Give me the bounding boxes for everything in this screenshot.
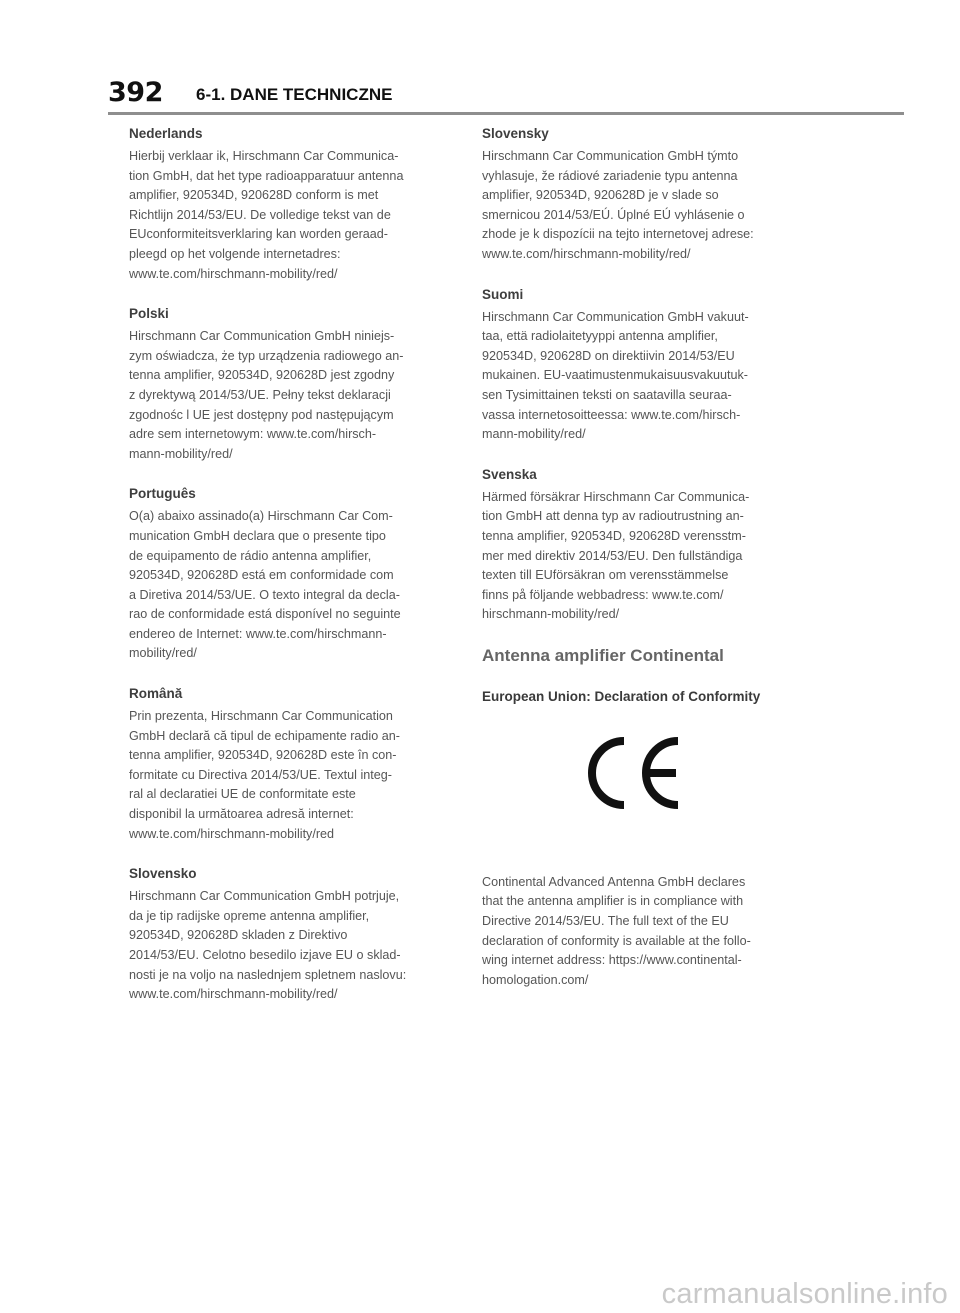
body-text-line: Prin prezenta, Hirschmann Car Communication: [129, 709, 393, 724]
body-text-line: formitate cu Directiva 2014/53/UE. Textul integ-: [129, 767, 392, 782]
body-text-line: tion GmbH, dat het type radioapparatuur antenna: [129, 168, 404, 183]
body-text-line: a Diretiva 2014/53/UE. O texto integral da decla-: [129, 587, 400, 602]
body-text-line: 2014/53/EU. Celotno besedilo izjave EU o sklad-: [129, 948, 401, 962]
body-text-line: Hirschmann Car Communication GmbH niniejs-: [129, 329, 395, 344]
language-section: [129, 304, 459, 464]
section-title: Svenska: [482, 466, 537, 482]
body-text-line: z dyrektywą 2014/53/UE. Pełny tekst deklaracji: [129, 387, 391, 402]
body-text-line: 920534D, 920628D skladen z Direktivo: [129, 928, 348, 943]
body-text-line: Richtlijn 2014/53/EU. De volledige tekst van de: [129, 207, 391, 222]
section-title: Nederlands: [129, 126, 203, 141]
body-text-line: amplifier, 920534D, 920628D je v slade so: [482, 188, 719, 203]
body-text-line: sen Tysimittainen teksti on saatavilla seuraa-: [482, 387, 732, 402]
continental-title: Antenna amplifier Continental: [482, 645, 724, 665]
section-title: Română: [129, 686, 183, 702]
right-column: [482, 124, 802, 990]
body-text-line: mer med direktiv 2014/53/EU. Den fullständiga: [482, 548, 743, 563]
body-text-line: O(a) abaixo assinado(a) Hirschmann Car Com-: [129, 509, 393, 524]
language-section: [129, 864, 459, 1005]
chapter-title: 6-1. DANE TECHNICZNE: [196, 85, 393, 104]
body-text-line: 920534D, 920628D está em conformidade com: [129, 568, 394, 583]
body-text-line: www.te.com/hirschmann-mobility/red: [129, 826, 335, 841]
body-text-line: Continental Advanced Antenna GmbH declares: [482, 874, 746, 889]
body-text-line: munication GmbH declara que o presente tipo: [129, 528, 386, 543]
body-text-line: Hirschmann Car Communication GmbH potrjuje,: [129, 889, 400, 904]
page-header: [108, 78, 904, 112]
language-section: [129, 484, 459, 664]
body-text-line: zhode je k dispozícii na tejto internetovej adrese:: [482, 227, 754, 242]
section-title: Slovensky: [482, 126, 549, 141]
language-section: [482, 124, 802, 265]
declaration-subtitle: European Union: Declaration of Conformity: [482, 688, 761, 704]
header-rule: [108, 112, 904, 115]
body-text-line: da je tip radijske opreme antenna amplifier,: [129, 908, 370, 923]
section-title: Slovensko: [129, 866, 197, 882]
body-text-line: GmbH declară că tipul de echipamente radio an-: [129, 728, 400, 743]
body-text-line: tenna amplifier, 920534D, 920628D este în con-: [129, 748, 397, 763]
language-section: [129, 684, 459, 844]
body-text-line: nosti je na voljo na naslednjem spletnem naslovu:: [129, 967, 407, 982]
body-text-line: endereo de Internet: www.te.com/hirschmann-: [129, 626, 387, 641]
body-text-line: de equipamento de rádio antenna amplifier,: [129, 548, 372, 563]
body-text-line: Härmed försäkrar Hirschmann Car Communica-: [482, 489, 750, 504]
language-section: [129, 124, 459, 284]
body-text-line: zgodnośc l UE jest dostępny pod następującym: [129, 407, 394, 422]
body-text-line: that the antenna amplifier is in compliance with: [482, 894, 744, 909]
body-text-line: wing internet address: https://www.continental-: [482, 953, 742, 968]
body-text-line: Hirschmann Car Communication GmbH vakuut-: [482, 309, 749, 324]
body-text-line: disponibil la următoarea adresă internet:: [129, 807, 354, 822]
continental-text: [482, 873, 802, 991]
body-text-line: amplifier, 920534D, 920628D conform is met: [129, 188, 379, 203]
body-text-line: EUconformiteitsverklaring kan worden geraad-: [129, 227, 388, 242]
language-section: [482, 285, 802, 445]
left-column: [129, 124, 459, 1025]
body-text-line: tion GmbH att denna typ av radioutrustning an-: [482, 509, 744, 524]
body-text-line: tenna amplifier, 920534D, 920628D verensstm-: [482, 528, 746, 543]
body-text-line: vyhlasuje, že rádiové zariadenie typu antenna: [482, 168, 738, 183]
body-text-line: rao de conformidade está disponível no seguinte: [129, 607, 401, 622]
body-text-line: hirschmann-mobility/red/: [482, 607, 620, 622]
body-text-line: pleegd op het volgende internetadres:: [129, 246, 341, 261]
body-text-line: tenna amplifier, 920534D, 920628D jest zgodny: [129, 368, 395, 383]
body-text-line: taa, että radiolaitetyyppi antenna amplifier,: [482, 329, 718, 344]
watermark: carmanualsonline.info: [661, 1278, 948, 1310]
page-number: 392: [108, 77, 163, 108]
body-text-line: 920534D, 920628D on direktiivin 2014/53/EU: [482, 348, 735, 363]
body-text-line: homologation.com/: [482, 972, 589, 987]
body-text-line: vassa internetosoitteessa: www.te.com/hirsch-: [482, 407, 741, 422]
body-text-line: mukainen. EU-vaatimustenmukaisuusvakuutuk-: [482, 368, 748, 383]
section-title: Polski: [129, 306, 169, 322]
body-text-line: mann-mobility/red/: [482, 427, 586, 442]
body-text-line: Directive 2014/53/EU. The full text of the EU: [482, 914, 729, 929]
body-text-line: texten till EUförsäkran om verensstämmelse: [482, 568, 729, 583]
body-text-line: smernicou 2014/53/EÚ. Úplné EÚ vyhlásenie o: [482, 207, 745, 222]
right-sections: [482, 124, 802, 625]
body-text-line: ral al declaratiei UE de conformitate este: [129, 787, 356, 802]
section-title: Suomi: [482, 286, 524, 302]
body-text-line: declaration of conformity is available at the follo-: [482, 933, 751, 948]
section-title: Português: [129, 486, 196, 502]
body-text-line: Hirschmann Car Communication GmbH týmto: [482, 149, 739, 163]
body-text-line: finns på följande webbadress: www.te.com/: [482, 587, 724, 602]
body-text-line: www.te.com/hirschmann-mobility/red/: [129, 266, 338, 281]
ce-mark-icon: [586, 733, 682, 813]
body-text-line: Hierbij verklaar ik, Hirschmann Car Communica-: [129, 149, 399, 163]
body-text-line: www.te.com/hirschmann-mobility/red/: [129, 987, 338, 1002]
body-text-line: adre sem internetowym: www.te.com/hirsch-: [129, 427, 377, 442]
body-text-line: www.te.com/hirschmann-mobility/red/: [482, 246, 691, 261]
body-text-line: mobility/red/: [129, 646, 197, 661]
language-section: [482, 465, 802, 625]
body-text-line: zym oświadcza, że typ urządzenia radiowego an-: [129, 348, 404, 363]
body-text-line: mann-mobility/red/: [129, 446, 233, 461]
